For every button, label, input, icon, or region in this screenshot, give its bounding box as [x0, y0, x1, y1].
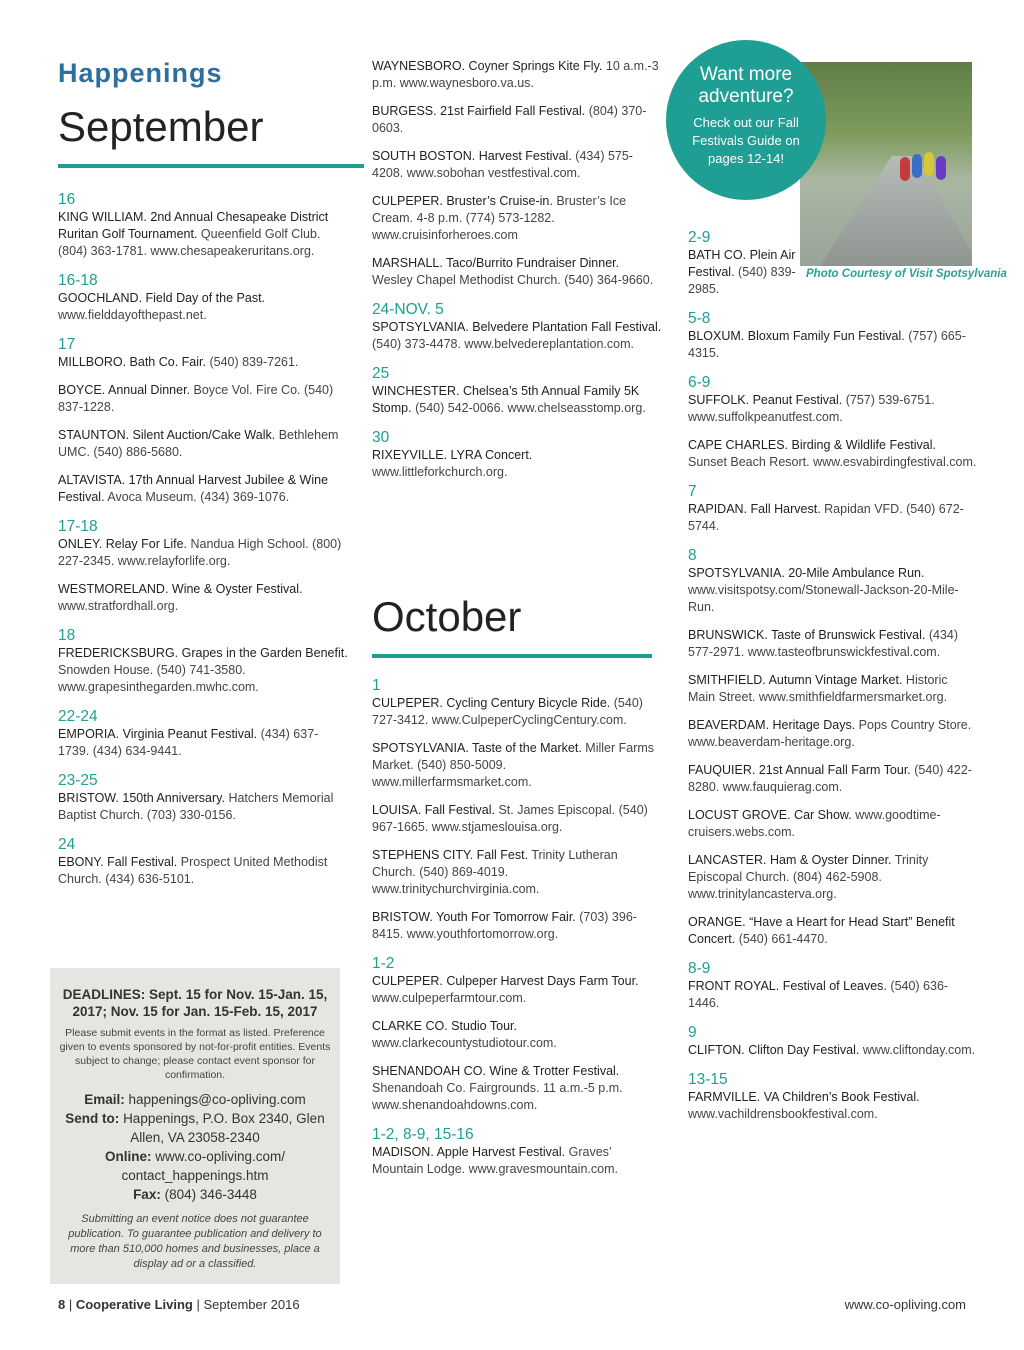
event-date: 16 [58, 191, 76, 208]
promo-body: Check out our Fall Festivals Guide on pages 12-14! [692, 115, 800, 166]
event-item [688, 717, 978, 751]
event-date: 24-NOV. 5 [372, 301, 444, 318]
event-date: 13-15 [688, 1071, 728, 1088]
event-item [372, 364, 662, 417]
mailing-address: Happenings, P.O. Box 2340, Glen Allen, VA 23058-2340 [123, 1111, 325, 1145]
event-item [58, 472, 348, 506]
event-item [372, 300, 662, 353]
event-date: 5-8 [688, 310, 711, 327]
event-detail: (540) 727-3412. www.CulpeperCyclingCentury.com. [372, 696, 643, 727]
event-title: SPOTSYLVANIA. Taste of the Market. [372, 741, 582, 755]
event-item [58, 427, 348, 461]
event-item [58, 581, 348, 615]
event-item [58, 517, 348, 570]
event-item [688, 546, 978, 616]
event-detail: Queenfield Golf Club. (804) 363-1781. www.chesapeakeruritans.org. [58, 227, 321, 258]
october-events-continued [688, 222, 978, 1134]
event-item [372, 1063, 662, 1114]
event-title: KING WILLIAM. 2nd Annual Chesapeake District Ruritan Golf Tournament. [58, 210, 329, 241]
month-title: September [58, 103, 264, 150]
event-detail: (540) 839-2985. [688, 265, 796, 296]
event-detail: www.fielddayofthepast.net. [58, 308, 207, 322]
event-detail: Historic Main Street. www.smithfieldfarmersmarket.org. [688, 673, 948, 704]
event-item [688, 482, 978, 535]
event-detail: (757) 665-4315. [688, 329, 966, 360]
event-detail: Wesley Chapel Methodist Church. (540) 364-9660. [372, 273, 654, 287]
event-title: BEAVERDAM. Heritage Days. [688, 718, 856, 732]
event-title: LOCUST GROVE. Car Show. [688, 808, 852, 822]
event-date: 24 [58, 836, 76, 853]
event-detail: (540) 422-8280. www.fauquierag.com. [688, 763, 972, 794]
send-label: Send to: [65, 1111, 120, 1126]
event-date: 22-24 [58, 708, 98, 725]
event-title: ONLEY. Relay For Life. [58, 537, 187, 551]
event-title: WESTMORELAND. Wine & Oyster Festival. [58, 582, 303, 596]
event-title: MADISON. Apple Harvest Festival. [372, 1145, 566, 1159]
event-detail: Sunset Beach Resort. www.esvabirdingfestival.com. [688, 455, 977, 469]
event-item [58, 335, 348, 371]
event-item [688, 672, 978, 706]
promo-heading: Want more adventure? [698, 64, 794, 107]
event-item [372, 428, 662, 481]
october-events [372, 670, 662, 1189]
month-title: October [372, 593, 522, 640]
event-item [58, 626, 348, 696]
event-detail: Bethlehem UMC. (540) 886-5680. [58, 428, 339, 459]
rider-figure [924, 152, 934, 176]
event-item [688, 1023, 978, 1059]
event-item [688, 959, 978, 1012]
event-detail: Hatchers Memorial Baptist Church. (703) 330-0156. [58, 791, 334, 822]
event-detail: (434) 575-4208. www.sobohan vestfestival.com. [372, 149, 633, 180]
event-detail: www.littleforkchurch.org. [372, 465, 508, 479]
event-item [58, 835, 348, 888]
footer-website[interactable]: www.co-opliving.com [844, 1297, 966, 1312]
event-detail: 10 a.m.-3 p.m. www.waynesboro.va.us. [372, 59, 659, 90]
event-item [372, 1125, 662, 1178]
event-detail: Rapidan VFD. (540) 672-5744. [688, 502, 964, 533]
event-date: 17 [58, 336, 76, 353]
event-item [688, 762, 978, 796]
event-date: 1-2, 8-9, 15-16 [372, 1126, 474, 1143]
event-item [688, 807, 978, 841]
event-item [58, 771, 348, 824]
event-title: FAUQUIER. 21st Annual Fall Farm Tour. [688, 763, 911, 777]
event-item [372, 255, 662, 289]
event-detail: (434) 637-1739. (434) 634-9441. [58, 727, 319, 758]
fax-label: Fax: [133, 1187, 161, 1202]
event-date: 1 [372, 677, 381, 694]
event-item [372, 58, 662, 92]
event-title: BRISTOW. Youth For Tomorrow Fair. [372, 910, 576, 924]
event-date: 1-2 [372, 955, 395, 972]
event-date: 7 [688, 483, 697, 500]
deadline-body: Please submit events in the format as listed. Preference given to events sponsored by not-for-profit entities. Events subject to change; please contact event sponsor for confirmation. [59, 1027, 331, 1081]
event-detail: Graves’ Mountain Lodge. www.gravesmountain.com. [372, 1145, 618, 1176]
event-title: SPOTSYLVANIA. Belvedere Plantation Fall Festival. [372, 320, 662, 334]
event-title: CULPEPER. Cycling Century Bicycle Ride. [372, 696, 611, 710]
event-title: LANCASTER. Ham & Oyster Dinner. [688, 853, 892, 867]
road-graphic [820, 156, 972, 266]
event-item [372, 1018, 662, 1052]
event-detail: (434) 577-2971. www.tasteofbrunswickfestival.com. [688, 628, 959, 659]
event-date: 6-9 [688, 374, 711, 391]
publication-name: Cooperative Living [75, 1297, 193, 1312]
event-item [372, 954, 662, 1007]
photo-credit: Photo Courtesy of Visit Spotsylvania [806, 268, 1007, 280]
event-item [58, 271, 348, 324]
september-heading [58, 104, 364, 168]
event-title: FRONT ROYAL. Festival of Leaves. [688, 979, 887, 993]
rider-figure [912, 154, 922, 178]
event-title: CULPEPER. Bruster’s Cruise-in. [372, 194, 553, 208]
email-label: Email: [84, 1092, 125, 1107]
event-item [58, 707, 348, 760]
deadline-note: Submitting an event notice does not guarantee publication. To guarantee publication and delivery to more than 510,000 homes and businesses, place a display ad or a classified. [68, 1213, 322, 1270]
event-title: ALTAVISTA. 17th Annual Harvest Jubilee & Wine Festival. [58, 473, 329, 504]
event-item [688, 309, 978, 362]
event-detail: (703) 396-8415. www.youthfortomorrow.org. [372, 910, 637, 941]
event-item [688, 627, 978, 661]
event-item [688, 373, 978, 426]
event-title: BRISTOW. 150th Anniversary. [58, 791, 225, 805]
event-date: 17-18 [58, 518, 98, 535]
rider-figure [936, 156, 946, 180]
event-title: RAPIDAN. Fall Harvest. [688, 502, 821, 516]
event-detail: Trinity Episcopal Church. (804) 462-5908. www.trinitylancasterva.org. [688, 853, 929, 901]
online-label: Online: [104, 1149, 152, 1164]
event-date: 16-18 [58, 272, 98, 289]
event-title: RIXEYVILLE. LYRA Concert. [372, 448, 533, 462]
event-title: MARSHALL. Taco/Burrito Fundraiser Dinner. [372, 256, 620, 270]
event-title: BURGESS. 21st Fairfield Fall Festival. [372, 104, 586, 118]
event-title: SPOTSYLVANIA. 20-Mile Ambulance Run. [688, 566, 925, 580]
event-detail: (757) 539-6751. www.suffolkpeanutfest.com. [688, 393, 935, 424]
event-detail: www.stratfordhall.org. [58, 599, 179, 613]
divider [372, 654, 652, 658]
event-title: SOUTH BOSTON. Harvest Festival. [372, 149, 572, 163]
page-number: 8 [58, 1297, 66, 1312]
event-detail: Pops Country Store. www.beaverdam-heritage.org. [688, 718, 972, 749]
event-title: STAUNTON. Silent Auction/Cake Walk. [58, 428, 276, 442]
issue-date: September 2016 [203, 1297, 300, 1312]
event-item [372, 740, 662, 791]
event-item [372, 193, 662, 244]
event-title: BLOXUM. Bloxum Family Fun Festival. [688, 329, 905, 343]
event-item [688, 914, 978, 948]
event-title: FARMVILLE. VA Children’s Book Festival. [688, 1090, 920, 1104]
event-title: STEPHENS CITY. Fall Fest. [372, 848, 529, 862]
deadline-box [50, 968, 340, 1284]
event-detail: Snowden House. (540) 741-3580. www.grapesinthegarden.mwhc.com. [58, 663, 259, 694]
fax-number: (804) 346-3448 [164, 1187, 257, 1202]
promo-badge[interactable] [666, 40, 826, 200]
event-item [688, 852, 978, 903]
event-detail: (804) 370-0603. [372, 104, 647, 135]
event-title: GOOCHLAND. Field Day of the Past. [58, 291, 266, 305]
event-title: CLARKE CO. Studio Tour. [372, 1019, 517, 1033]
event-title: FREDERICKSBURG. Grapes in the Garden Benefit. [58, 646, 348, 660]
event-title: WAYNESBORO. Coyner Springs Kite Fly. [372, 59, 603, 73]
event-title: LOUISA. Fall Festival. [372, 803, 495, 817]
event-item [58, 382, 348, 416]
event-detail: St. James Episcopal. (540) 967-1665. www.stjameslouisa.org. [372, 803, 648, 834]
event-detail: Miller Farms Market. (540) 850-5009. www.millerfarmsmarket.com. [372, 741, 655, 789]
event-item [58, 190, 348, 260]
event-detail: www.cliftonday.com. [862, 1043, 976, 1057]
september-events-continued [372, 58, 662, 492]
event-title: CULPEPER. Culpeper Harvest Days Farm Tour. [372, 974, 639, 988]
event-detail: (540) 839-7261. [209, 355, 299, 369]
event-title: SHENANDOAH CO. Wine & Trotter Festival. [372, 1064, 620, 1078]
event-detail: www.clarkecountystudiotour.com. [372, 1036, 557, 1050]
event-title: BRUNSWICK. Taste of Brunswick Festival. [688, 628, 926, 642]
event-detail: www.culpeperfarmtour.com. [372, 991, 527, 1005]
event-title: SMITHFIELD. Autumn Vintage Market. [688, 673, 903, 687]
deadline-contact [60, 1090, 330, 1204]
event-title: EBONY. Fall Festival. [58, 855, 178, 869]
event-detail: Avoca Museum. (434) 369-1076. [107, 490, 290, 504]
event-title: WINCHESTER. Chelsea’s 5th Annual Family 5K Stomp. [372, 384, 640, 415]
event-date: 18 [58, 627, 76, 644]
event-detail: www.visitspotsy.com/Stonewall-Jackson-20-Mile-Run. [688, 583, 959, 614]
event-title: BATH CO. Plein Air Festival. [688, 248, 796, 279]
event-title: EMPORIA. Virginia Peanut Festival. [58, 727, 258, 741]
event-title: MILLBORO. Bath Co. Fair. [58, 355, 206, 369]
event-title: BOYCE. Annual Dinner. [58, 383, 191, 397]
event-title: SUFFOLK. Peanut Festival. [688, 393, 843, 407]
event-date: 23-25 [58, 772, 98, 789]
event-date: 30 [372, 429, 390, 446]
event-item [688, 437, 978, 471]
event-item [372, 802, 662, 836]
event-detail: (540) 373-4478. www.belvedereplantation.com. [372, 337, 634, 351]
section-label: Happenings [58, 58, 223, 88]
event-detail: Nandua High School. (800) 227-2345. www.relayforlife.org. [58, 537, 342, 568]
event-detail: www.goodtime-cruisers.webs.com. [688, 808, 941, 839]
event-detail: Bruster’s Ice Cream. 4-8 p.m. (774) 573-1282. www.cruisinforheroes.com [372, 194, 627, 242]
event-detail: Boyce Vol. Fire Co. (540) 837-1228. [58, 383, 334, 414]
event-detail: (540) 542-0066. www.chelseasstomp.org. [415, 401, 646, 415]
event-item [372, 847, 662, 898]
october-heading [372, 594, 652, 658]
event-date: 25 [372, 365, 390, 382]
event-detail: Shenandoah Co. Fairgrounds. 11 a.m.-5 p.m. www.shenandoahdowns.com. [372, 1081, 623, 1112]
event-item [372, 676, 662, 729]
online-link[interactable]: www.co-opliving.com/ contact_happenings.htm [121, 1149, 286, 1183]
event-title: CAPE CHARLES. Birding & Wildlife Festival. [688, 438, 936, 452]
event-title: ORANGE. “Have a Heart for Head Start” Benefit Concert. [688, 915, 955, 946]
email-link[interactable]: happenings@co-opliving.com [128, 1092, 306, 1107]
event-item [688, 1070, 978, 1123]
event-detail: www.vachildrensbookfestival.com. [688, 1107, 878, 1121]
event-detail: (540) 661-4470. [738, 932, 828, 946]
divider [58, 164, 364, 168]
footer-left: 8 | Cooperative Living | September 2016 [58, 1297, 300, 1312]
event-date: 9 [688, 1024, 697, 1041]
rider-figure [900, 157, 910, 181]
event-title: CLIFTON. Clifton Day Festival. [688, 1043, 860, 1057]
event-detail: Prospect United Methodist Church. (434) 636-5101. [58, 855, 328, 886]
event-date: 8-9 [688, 960, 711, 977]
september-events [58, 184, 348, 899]
event-detail: Trinity Lutheran Church. (540) 869-4019. www.trinitychurchvirginia.com. [372, 848, 618, 896]
event-date: 8 [688, 547, 697, 564]
event-item [372, 148, 662, 182]
event-date: 2-9 [688, 229, 711, 246]
event-item [372, 909, 662, 943]
event-item [372, 103, 662, 137]
event-detail: (540) 636-1446. [688, 979, 949, 1010]
deadline-heading: DEADLINES: Sept. 15 for Nov. 15-Jan. 15, 2017; Nov. 15 for Jan. 15-Feb. 15, 2017 [62, 987, 328, 1019]
event-item [688, 228, 796, 298]
